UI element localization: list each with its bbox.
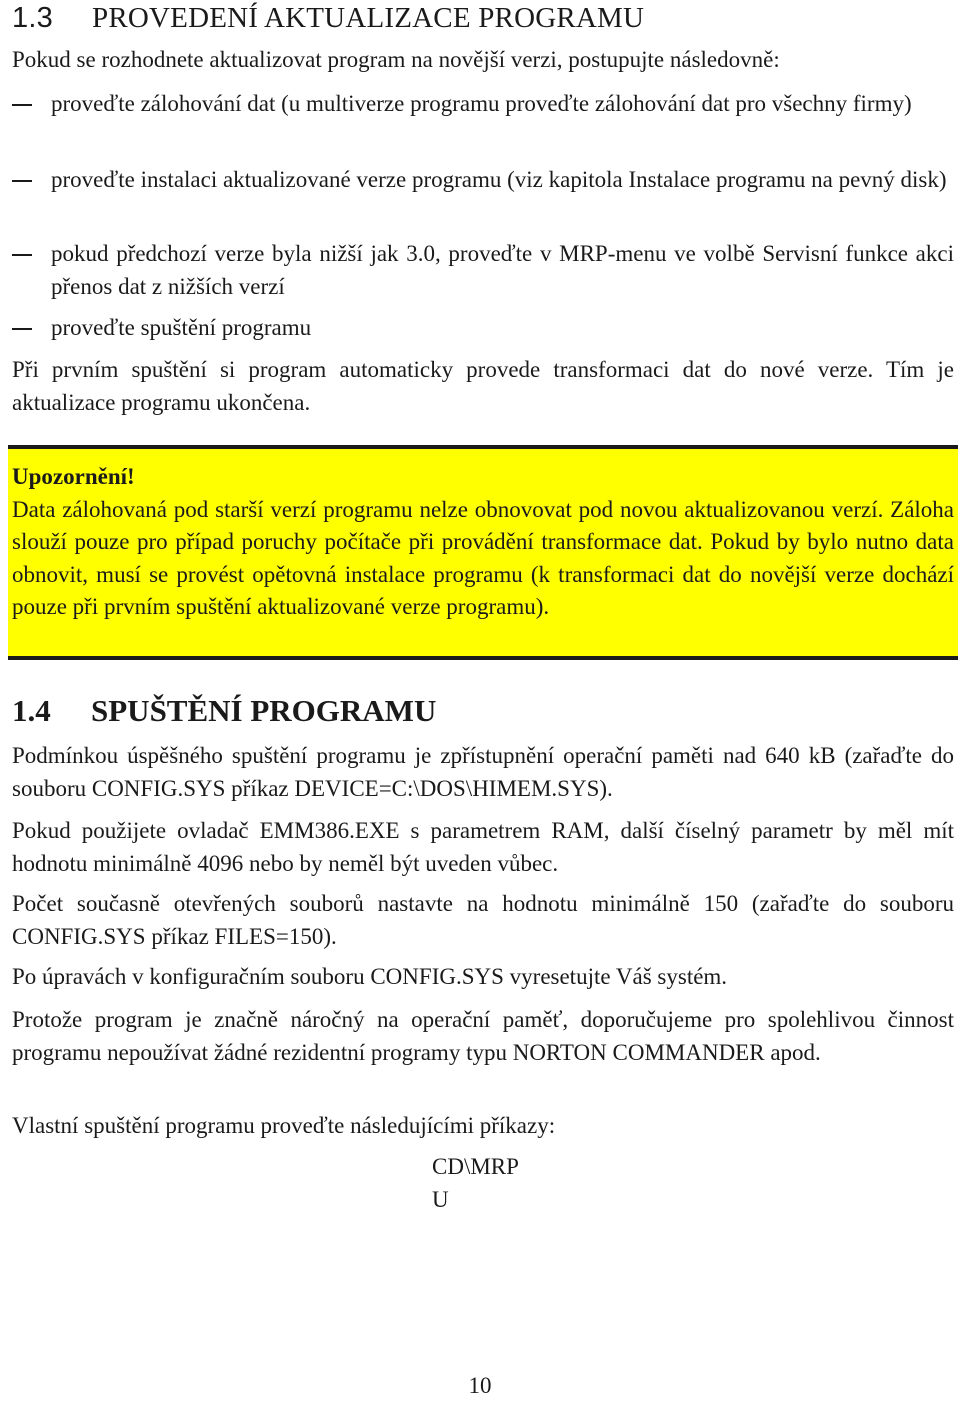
list-item xyxy=(12,312,954,345)
paragraph: Vlastní spuštění programu proveďte následujícími příkazy: xyxy=(12,1113,556,1138)
dash-bullet xyxy=(12,104,32,106)
intro-paragraph: Pokud se rozhodnete aktualizovat program na novější verzi, postupujte následovně: xyxy=(12,47,780,72)
warning-box xyxy=(8,445,958,660)
page-number: 10 xyxy=(468,1373,492,1398)
paragraph: Pokud použijete ovladač EMM386.EXE s parametrem RAM, další číselný parametr by měl mít hodnotu minimálně 4096 nebo by neměl být uveden vůbec. xyxy=(12,818,954,876)
outro-paragraph: Při prvním spuštění si program automaticky provede transformaci dat do nové verze. Tím je aktualizace programu ukončena. xyxy=(12,357,954,415)
list-item xyxy=(12,238,954,303)
list-item-text: proveďte instalaci aktualizované verze programu (viz kapitola Instalace programu na pevný disk) xyxy=(51,167,947,192)
section-title: SPUŠTĚNÍ PROGRAMU xyxy=(91,693,437,728)
section-heading-1-4 xyxy=(12,693,436,729)
command-line: U xyxy=(432,1187,449,1212)
warning-title: Upozornění! xyxy=(12,464,135,489)
command-line: CD\MRP xyxy=(432,1154,519,1179)
section-number: 1.4 xyxy=(12,693,51,728)
warning-content xyxy=(12,461,954,624)
paragraph: Podmínkou úspěšného spuštění programu je zpřístupnění operační paměti nad 640 kB (zařaďte do souboru CONFIG.SYS příkaz DEVICE=C:\DOS\HIMEM.SYS). xyxy=(12,743,954,801)
dash-bullet xyxy=(12,254,32,256)
list-item xyxy=(12,88,954,121)
paragraph: Po úpravách v konfiguračním souboru CONFIG.SYS vyresetujte Váš systém. xyxy=(12,964,728,989)
dash-bullet xyxy=(12,328,32,330)
list-item xyxy=(12,164,954,197)
paragraph: Počet současně otevřených souborů nastavte na hodnotu minimálně 150 (zařaďte do souboru CONFIG.SYS příkaz FILES=150). xyxy=(12,891,954,949)
section-heading-1-3 xyxy=(12,2,644,35)
paragraph: Protože program je značně náročný na operační paměť, doporučujeme pro spolehlivou činnost programu nepoužívat žádné rezidentní programy typu NORTON COMMANDER apod. xyxy=(12,1007,954,1065)
list-item-text: proveďte spuštění programu xyxy=(51,315,312,340)
section-title: PROVEDENÍ AKTUALIZACE PROGRAMU xyxy=(92,2,645,34)
list-item-text: pokud předchozí verze byla nižší jak 3.0, proveďte v MRP-menu ve volbě Servisní funkce akci přenos dat z nižších verzí xyxy=(51,241,954,299)
section-number: 1.3 xyxy=(12,2,53,34)
warning-text: Data zálohovaná pod starší verzí programu nelze obnovovat pod novou aktualizovanou verzí. Záloha slouží pouze pro případ poruchy počítače při provádění transformace dat. Pokud by bylo nutno data obnovit, musí se provést opětovná instalace programu (k transformaci dat do novější verze dochází pouze při prvním spuštění aktualizované verze programu). xyxy=(12,496,954,619)
list-item-text: proveďte zálohování dat (u multiverze programu proveďte zálohování dat pro všechny firmy) xyxy=(51,91,912,116)
dash-bullet xyxy=(12,180,32,182)
